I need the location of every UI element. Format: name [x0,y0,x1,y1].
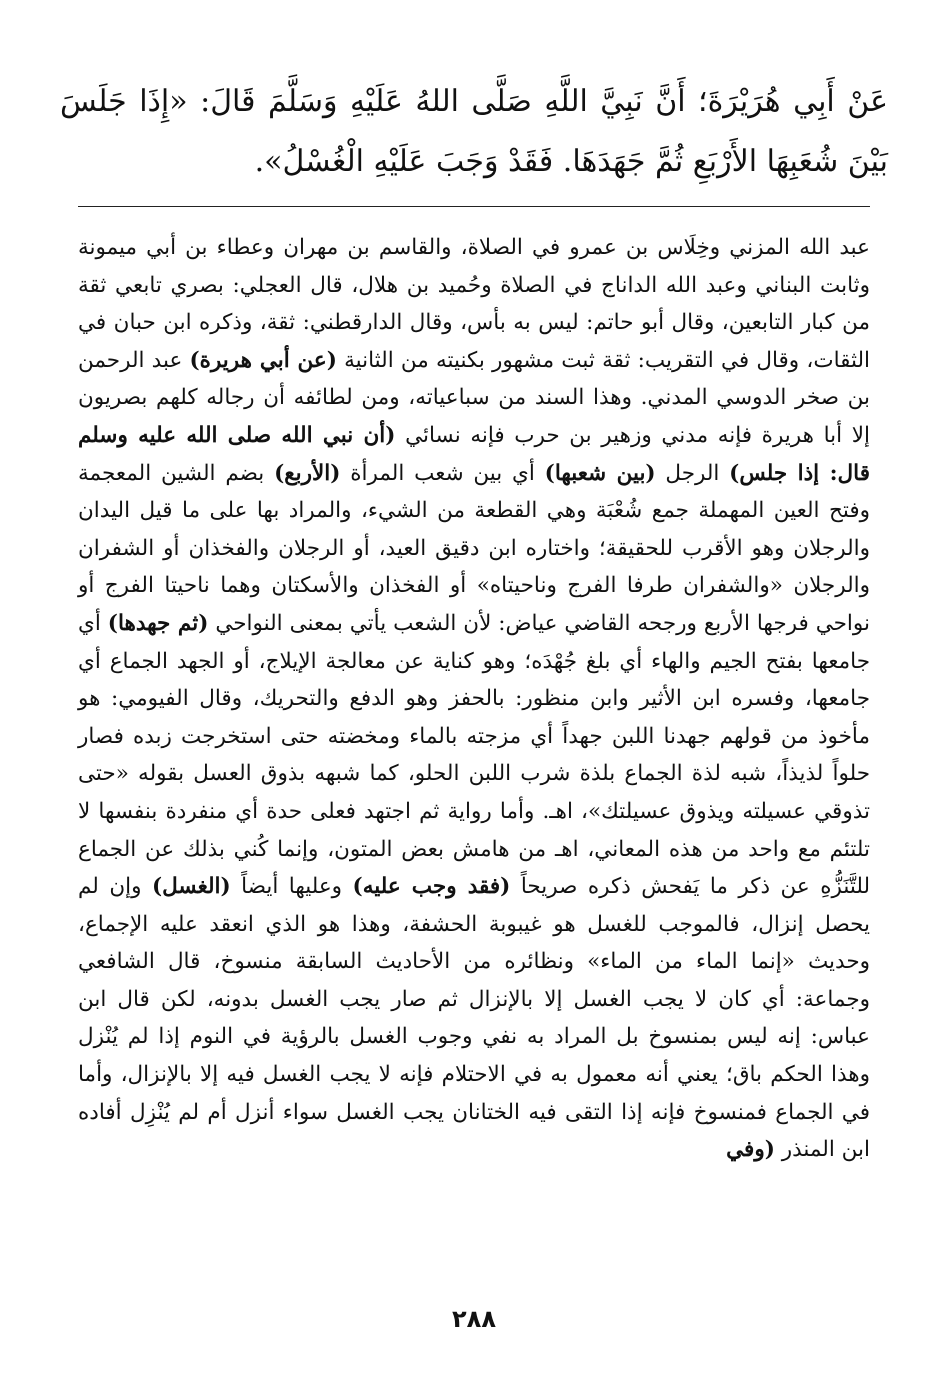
bold-phrase-an-abi-hurayra: (عن أبي هريرة) [189,347,337,373]
bold-phrase-faqad-wajaba-alayhi: (فقد وجب عليه) [352,874,511,900]
commentary-segment: عبد الله المزني وخِلَاس بن عمرو في الصلاة، والقاسم بن مهران وعطاء بن أبي ميمونة وثابت البناني وعبد الله الداناج في الصلاة وحُميد بن هلال، قال العجلي: بصري تابعي ثقة من كبار التابعين، وقال أبو حاتم: ليس به بأس، وقال الدارقطني: ثقة، وذكره ابن حبان في الثقات، وقال في التقريب: ثقة ثبت مشهور بكنيته من الثانية [78,235,871,373]
commentary-segment: وعليها أيضاً [230,874,353,900]
commentary-segment: عبد الرحمن بن صخر الدوسي المدني. وهذا السند من سباعياته، ومن لطائفه أن رجاله كلهم بصريون إلا أبا هريرة فإنه مدني وزهير بن حرب فإنه نسائي [78,347,870,448]
commentary-segment: أي جامعها بفتح الجيم والهاء أي بلغ جُهْدَه؛ وهو كناية عن معالجة الإيلاج، أو الجهد الجماع أي جامعها، وفسره ابن الأثير وابن منظور: بالحفز وهو الدفع والتحريك، وقال الفيومي: هو مأخوذ من قولهم جهدنا اللبن جهداً أي مزجته بالماء ومخضته حتى استخرجت زبده فصار حلواً لذيذاً، شبه لذة الجماع بلذة شرب اللبن الحلو، كما شبهه بذوق العسل بقوله «حتى تذوقي عسيلته ويذوق عسيلتك»، اهـ. وأما رواية ثم اجتهد فعلى حدة أي منفردة بنفسها لا تلتئم مع واحد من هذه المعاني، اهـ من هامش بعض المتون، وإنما كُني بذلك عن الجماع للتَّنَزُّهِ عن ذكر ما يَفحش ذكره صريحاً [78,610,870,900]
bold-phrase-al-arba: (الأربع) [274,460,341,486]
commentary-segment: وإن لم يحصل إنزال، فالموجب للغسل هو غيبوبة الحشفة، وهذا هو الذي انعقد عليه الإجماع، وحديث «إنما الماء من الماء» ونظائره من الأحاديث السابقة منسوخ، قال الشافعي وجماعة: أي كان لا يجب الغسل إلا بالإنزال ثم صار يجب الغسل بدونه، لكن قال ابن عباس: إنه ليس بمنسوخ بل المراد به نفي وجوب الغسل بالرؤية في النوم إذا لم يُنْزل وهذا الحكم باق؛ يعني أنه معمول به في الاحتلام فإنه لا يجب الغسل فيه إلا بالإنزال، وأما في الجماع فمنسوخ فإنه إذا التقى فيه الختانان يجب الغسل سواء أنزل أم لم يُنْزِل أفاده ابن المنذر [78,874,870,1163]
bold-phrase-an-nabi-allah: (أن نبي الله صلى الله عليه وسلم قال: إذا جلس) [78,422,870,486]
bold-phrase-al-ghusl: (الغسل) [151,874,231,900]
footnote-divider [78,206,870,207]
commentary-segment: أي بين شعب المرأة [340,460,545,486]
page-number: ٢٨٨ [452,1305,496,1333]
commentary-segment: بضم الشين المعجمة وفتح العين المهملة جمع شُعْبَة وهي القطعة من الشيء، والمراد بها على ما قيل اليدان والرجلان وهو الأقرب للحقيقة؛ واختاره ابن دقيق العيد، أو الرجلان والفخذان أو الشفران والرجلان «والشفران طرفا الفرج وناحيتاه» أو الفخذان والأسكتان وهما ناحيتا الفرج أو نواحي فرجها الأربع ورجحه القاضي عياض: لأن الشعب يأتي بمعنى النواحي [78,460,870,636]
bold-phrase-bayna-shuabiha: (بين شعبها) [544,460,656,486]
bold-phrase-thumma-jahadaha: (ثم جهدها) [107,610,209,636]
bold-phrase-wa-fi: (وفي [726,1137,775,1163]
commentary-text [78,229,870,1169]
commentary-segment: الرجل [655,460,730,486]
hadith-text: عَنْ أَبِي هُرَيْرَةَ؛ أَنَّ نَبِيَّ اللَّهِ صَلَّى اللهُ عَلَيْهِ وَسَلَّمَ قَالَ: «إِذَا جَلَسَ بَيْنَ شُعَبِهَا الأَرْبَعِ ثُمَّ جَهَدَهَا. فَقَدْ وَجَبَ عَلَيْهِ الْغُسْلُ». [60,84,888,179]
